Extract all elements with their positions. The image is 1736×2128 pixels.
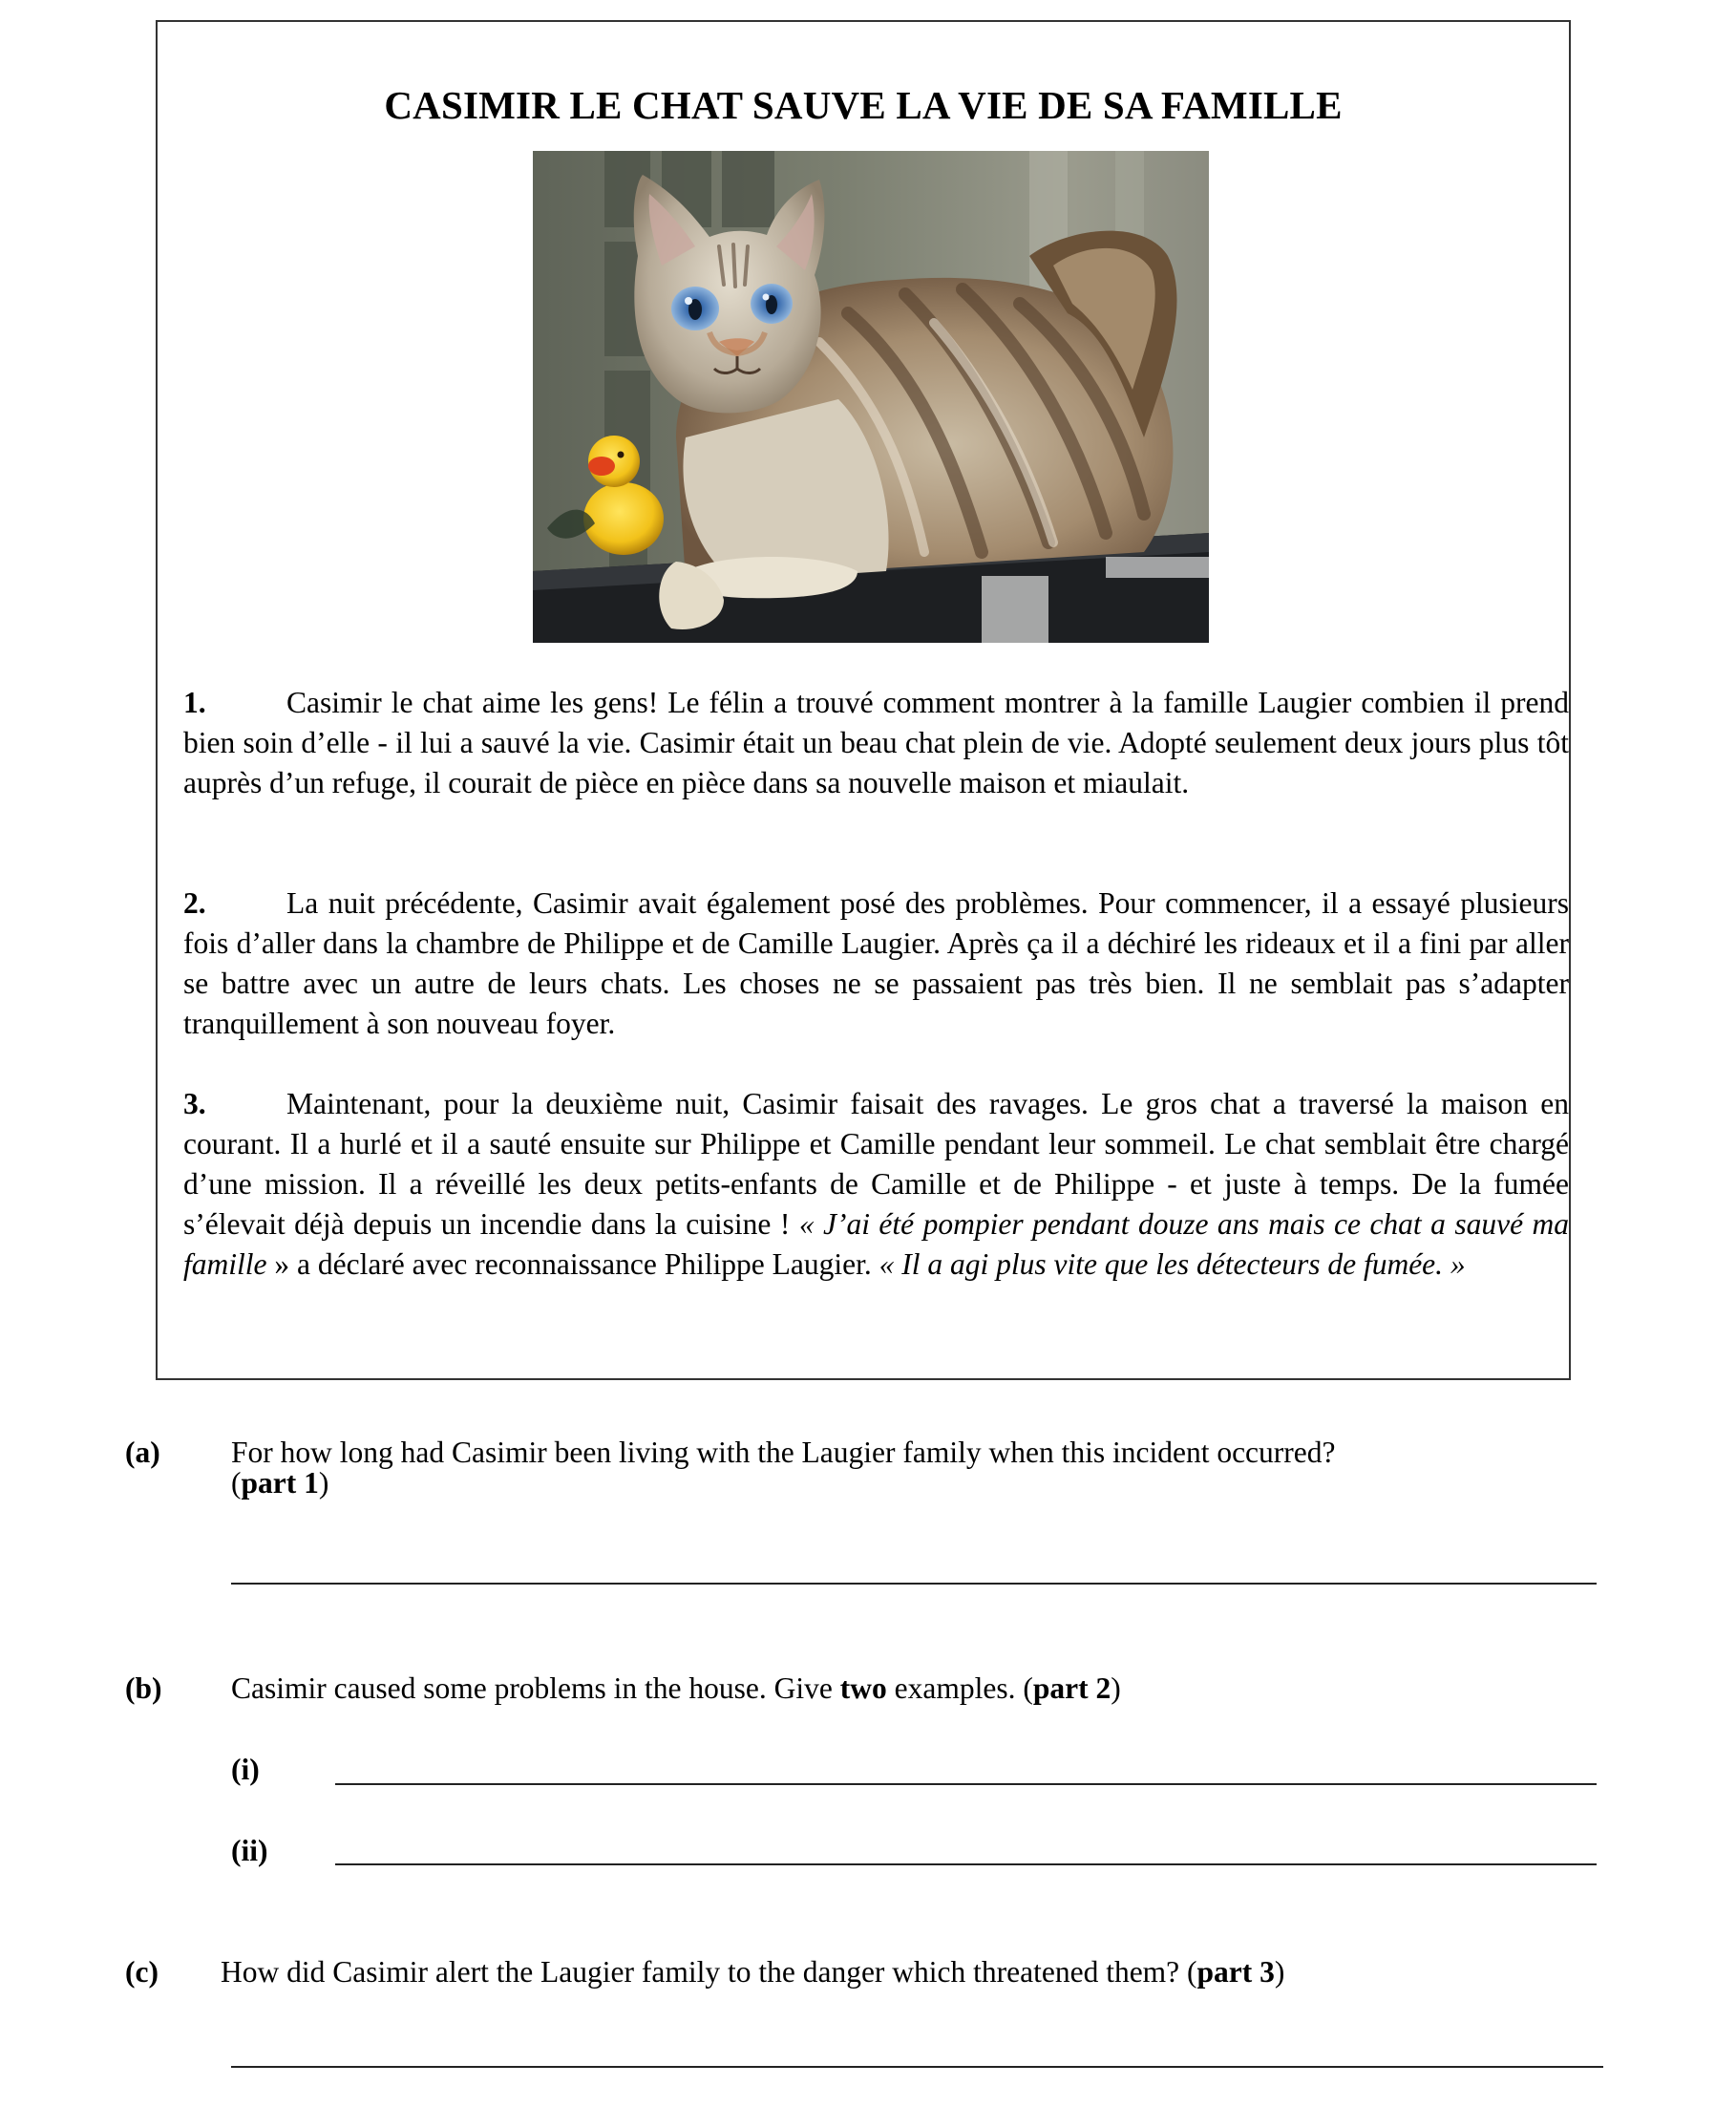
sub-answer-label-ii: (ii) [231,1834,268,1867]
paragraph-text: » a déclaré avec reconnaissance Philippe Laugier. [266,1247,879,1281]
paragraph-number: 2. [183,886,206,920]
part-ref: part 1 [241,1466,319,1500]
paragraph-text: Maintenant, pour la deuxième nuit, Casimir faisait des ravages. Le gros chat a traversé la maison en courant. Il a hurlé et il a sauté ensuite sur Philippe et Camille pendant leur sommeil. Le chat semblait être chargé d’une mission. Il a réveillé les deux petits-enfants de Camille et de Philippe - et juste à temps. De la fumée s’élevait déjà depuis un incendie dans la cuisine ! [183,1087,1569,1241]
passage-paragraph-3 [183,1084,1569,1285]
question-text: How did Casimir alert the Laugier family to the danger which threatened them? (part 3) [221,1955,1285,1989]
quote-italic: « Il a agi plus vite que les détecteurs de fumée. » [879,1247,1466,1281]
answer-line-b-i[interactable] [335,1783,1597,1785]
question-label: (b) [125,1671,162,1705]
emphasis: two [839,1671,887,1705]
part-ref: part 3 [1196,1955,1275,1989]
passage-paragraph-1 [183,683,1569,803]
passage-paragraph-2 [183,883,1569,1044]
answer-line-a[interactable] [231,1583,1597,1585]
question-label: (a) [125,1436,160,1469]
paragraph-text: La nuit précédente, Casimir avait également posé des problèmes. Pour commencer, il a essayé plusieurs fois d’aller dans la chambre de Philippe et de Camille Laugier. Après ça il a déchiré les rideaux et il a fini par aller se battre avec un autre de leurs chats. Les choses ne se passaient pas très bien. Il ne semblait pas s’adapter tranquillement à son nouveau foyer. [183,886,1569,1040]
question-text: Casimir caused some problems in the house. Give two examples. (part 2) [231,1671,1121,1705]
answer-line-c[interactable] [231,2066,1603,2068]
cat-photo-illustration [533,151,1209,643]
reading-passage-box [156,20,1571,1380]
passage-title: CASIMIR LE CHAT SAUVE LA VIE DE SA FAMILLE [384,83,1343,127]
part-ref: part 2 [1032,1671,1111,1705]
question-part-reference: (part 1) [231,1466,329,1500]
paragraph-number: 1. [183,686,206,719]
question-label: (c) [125,1955,159,1989]
paragraph-number: 3. [183,1087,206,1120]
sub-answer-label-i: (i) [231,1753,260,1786]
cat-photo [533,151,1209,643]
answer-line-b-ii[interactable] [335,1863,1597,1865]
question-text: For how long had Casimir been living with the Laugier family when this incident occurred? [231,1436,1336,1469]
quote-italic: « J’ai été pompier pendant douze ans mais ce chat a sauvé ma famille [183,1207,1569,1281]
paragraph-text: Casimir le chat aime les gens! Le félin a trouvé comment montrer à la famille Laugier combien il prend bien soin d’elle - il lui a sauvé la vie. Casimir était un beau chat plein de vie. Adopté seulement deux jours plus tôt auprès d’un refuge, il courait de pièce en pièce dans sa nouvelle maison et miaulait. [183,686,1569,799]
